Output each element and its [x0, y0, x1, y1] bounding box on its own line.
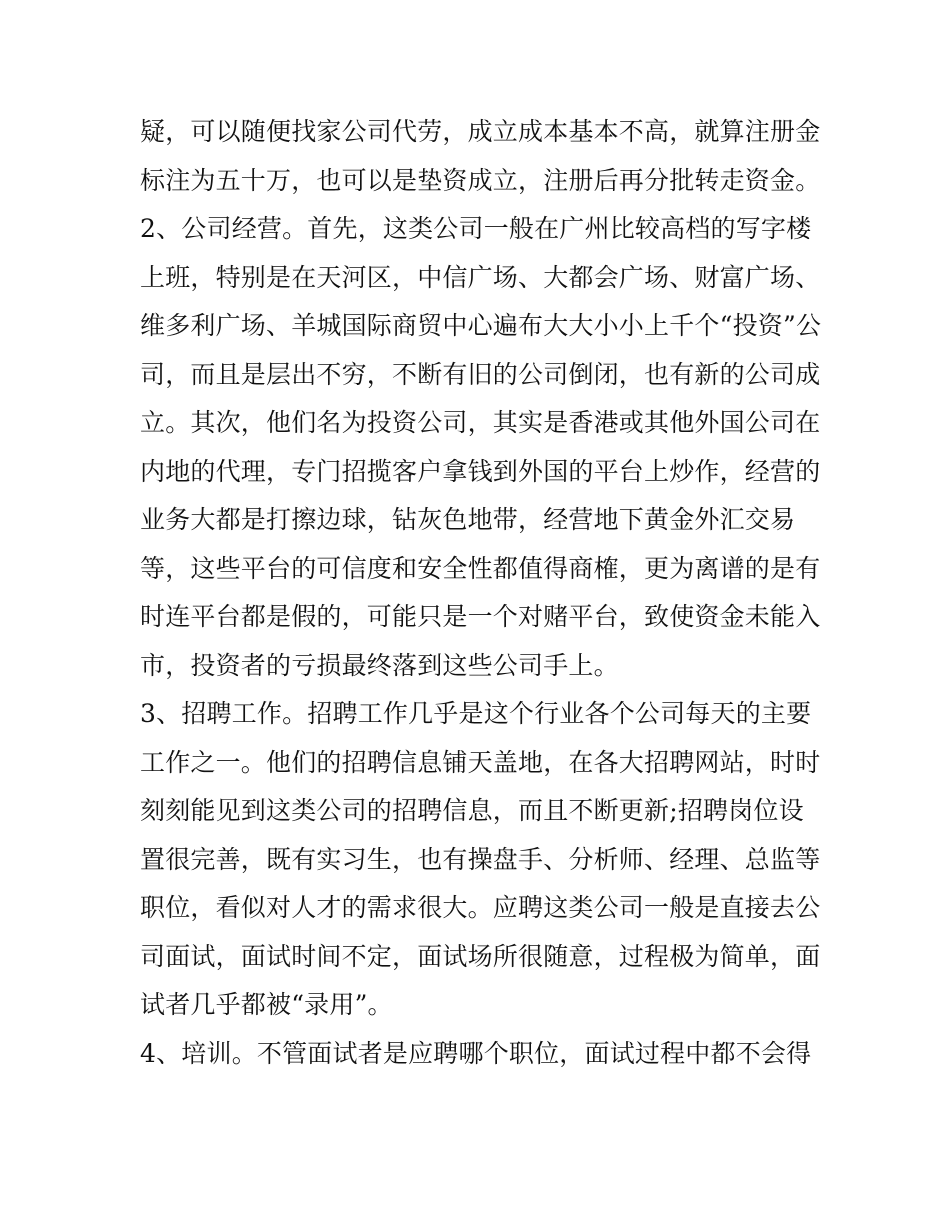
text-line: 内地的代理，专门招揽客户拿钱到外国的平台上炒作，经营的: [140, 456, 821, 486]
text-line: 标注为五十万，也可以是垫资成立，注册后再分批转走资金。: [140, 165, 821, 195]
text-line: 司面试，面试时间不定，面试场所很随意，过程极为简单，面: [140, 941, 821, 971]
text-line: 等，这些平台的可信度和安全性都值得商榷，更为离谱的是有: [140, 553, 821, 583]
text-line: 疑，可以随便找家公司代劳，成立成本基本不高，就算注册金: [140, 117, 821, 146]
text-line: 刻刻能见到这类公司的招聘信息，而且不断更新;招聘岗位设: [140, 796, 804, 825]
text-line: 司，而且是层出不穷，不断有旧的公司倒闭，也有新的公司成: [140, 359, 821, 389]
text-line: 置很完善，既有实习生，也有操盘手、分析师、经理、总监等: [140, 844, 821, 874]
text-line: 业务大都是打擦边球，钻灰色地带，经营地下黄金外汇交易: [140, 505, 796, 534]
text-line: 职位，看似对人才的需求很大。应聘这类公司一般是直接去公: [140, 893, 821, 922]
text-line: 上班，特别是在天河区，中信广场、大都会广场、财富广场、: [140, 262, 821, 292]
paragraph-start-line: 4、培训。不管面试者是应聘哪个职位，面试过程中都不会得: [140, 1038, 812, 1068]
text-line: 立。其次，他们名为投资公司，其实是香港或其他外国公司在: [140, 408, 821, 437]
body-text: [140, 108, 820, 1078]
text-line: 试者几乎都被“录用”。: [140, 990, 393, 1019]
text-line: 工作之一。他们的招聘信息铺天盖地，在各大招聘网站，时时: [140, 747, 821, 777]
text-line: 时连平台都是假的，可能只是一个对赌平台，致使资金未能入: [140, 602, 821, 631]
paragraph-start-line: 2、公司经营。首先，这类公司一般在广州比较高档的写字楼: [140, 214, 812, 243]
text-line: 维多利广场、羊城国际商贸中心遍布大大小小上千个“投资”公: [140, 311, 822, 340]
text-line: 市，投资者的亏损最终落到这些公司手上。: [140, 650, 619, 680]
paragraph-start-line: 3、招聘工作。招聘工作几乎是这个行业各个公司每天的主要: [140, 699, 812, 728]
